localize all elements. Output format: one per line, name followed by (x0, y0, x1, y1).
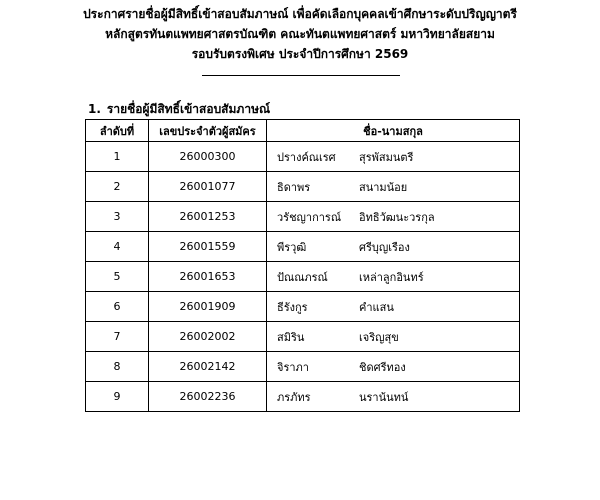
table-row (86, 142, 520, 172)
cell-applicant-number: 26002236 (149, 382, 267, 412)
table-row (86, 172, 520, 202)
header-line-1: ประกาศรายชื่อผู้มีสิทธิ์เข้าสอบสัมภาษณ์ เพื่อคัดเลือกบุคคลเข้าศึกษาระดับปริญญาตรี (83, 7, 517, 21)
cell-applicant-number: 26002142 (149, 352, 267, 382)
cell-applicant-number: 26002002 (149, 322, 267, 352)
last-name: เจริญสุข (359, 330, 399, 344)
cell-full-name (267, 202, 520, 232)
table-row (86, 202, 520, 232)
table-row (86, 322, 520, 352)
cell-full-name (267, 292, 520, 322)
first-name: พีรวุฒิ (277, 240, 307, 254)
table-row (86, 232, 520, 262)
header-divider (202, 75, 400, 76)
cell-order: 5 (86, 262, 149, 292)
cell-order: 6 (86, 292, 149, 322)
last-name: สนามน้อย (359, 180, 408, 194)
table-row (86, 292, 520, 322)
cell-applicant-number: 26001559 (149, 232, 267, 262)
cell-full-name (267, 382, 520, 412)
last-name: เหล่าลูกอินทร์ (359, 270, 424, 284)
column-header-applicant-number: เลขประจำตัวผู้สมัคร (149, 120, 267, 142)
first-name: ธิดาพร (277, 180, 311, 194)
table-row (86, 352, 520, 382)
last-name: ศรีบุญเรือง (359, 240, 410, 254)
section-number: 1. (88, 102, 101, 116)
cell-full-name (267, 142, 520, 172)
cell-applicant-number: 26001653 (149, 262, 267, 292)
first-name: จิราภา (277, 360, 309, 374)
cell-full-name (267, 352, 520, 382)
cell-full-name (267, 172, 520, 202)
last-name: ชิดศรีทอง (359, 360, 406, 374)
cell-order: 2 (86, 172, 149, 202)
first-name: ปัณณภรณ์ (277, 270, 328, 284)
first-name: ปรางค์ณเรศ (277, 150, 336, 164)
table-row (86, 382, 520, 412)
cell-order: 8 (86, 352, 149, 382)
cell-applicant-number: 26001909 (149, 292, 267, 322)
candidate-table (85, 119, 520, 412)
first-name: ธีรังกูร (277, 300, 308, 314)
section-title: รายชื่อผู้มีสิทธิ์เข้าสอบสัมภาษณ์ (106, 102, 271, 116)
cell-full-name (267, 232, 520, 262)
cell-full-name (267, 322, 520, 352)
first-name: ภรภัทร (277, 390, 311, 404)
cell-order: 9 (86, 382, 149, 412)
cell-order: 3 (86, 202, 149, 232)
column-header-order: ลำดับที่ (86, 120, 149, 142)
cell-applicant-number: 26001253 (149, 202, 267, 232)
last-name: คำแสน (359, 300, 394, 314)
announcement-header (0, 4, 600, 64)
header-line-3: รอบรับตรงพิเศษ ประจำปีการศึกษา 2569 (191, 47, 409, 61)
table-header-row (86, 120, 520, 142)
cell-full-name (267, 262, 520, 292)
first-name: สมิริน (277, 330, 305, 344)
column-header-full-name: ชื่อ-นามสกุล (267, 120, 520, 142)
last-name: นราน้นทน์ (359, 390, 409, 404)
cell-applicant-number: 26001077 (149, 172, 267, 202)
header-line-2: หลักสูตรทันตแพทยศาสตรบัณฑิต คณะทันตแพทยศาสตร์ มหาวิทยาลัยสยาม (105, 27, 495, 41)
last-name: อิทธิวัฒนะวรกุล (359, 210, 435, 224)
first-name: วรัชญาการณ์ (277, 210, 342, 224)
cell-order: 1 (86, 142, 149, 172)
cell-applicant-number: 26000300 (149, 142, 267, 172)
cell-order: 7 (86, 322, 149, 352)
cell-order: 4 (86, 232, 149, 262)
table-row (86, 262, 520, 292)
section-heading (88, 100, 270, 119)
last-name: สุรพัสมนตรี (359, 150, 414, 164)
